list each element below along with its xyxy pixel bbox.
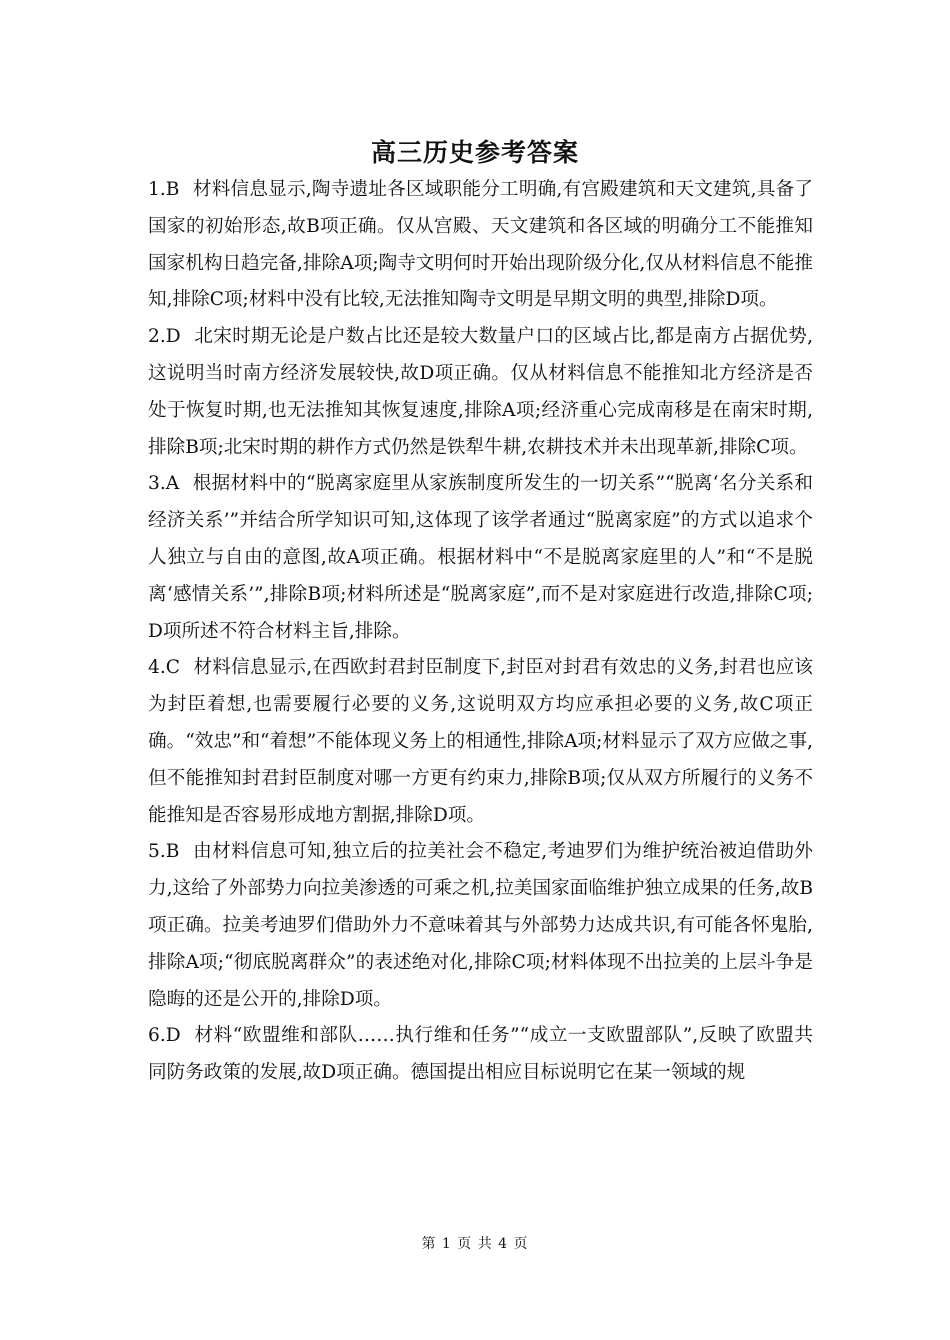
answer-item-1 — [148, 172, 813, 319]
answer-number: 1.B — [148, 179, 180, 200]
answer-text: 材料信息显示,在西欧封君封臣制度下,封臣对封君有效忠的义务,封君也应该为封臣着想,也需要履行必要的义务,这说明双方均应承担必要的义务,故C项正确。“效忠”和“着想”不能体现义务上的相通性,排除A项;材料显示了双方应做之事,但不能推知封君封臣制度对哪一方更有约束力,排除B项;仅从双方所履行的义务不能推知是否容易形成地方割据,排除D项。 — [148, 657, 813, 826]
answer-text: 材料“欧盟维和部队……执行维和任务”“成立一支欧盟部队”,反映了欧盟共同防务政策的发展,故D项正确。德国提出相应目标说明它在某一领域的规 — [148, 1025, 813, 1084]
answer-list — [148, 172, 813, 1092]
answer-number: 3.A — [148, 473, 180, 495]
answer-number: 5.B — [148, 841, 180, 863]
answer-item-2 — [148, 319, 813, 466]
page-footer: 第 1 页 共 4 页 — [421, 1236, 529, 1252]
answer-item-6 — [148, 1018, 813, 1092]
answer-text: 材料信息显示,陶寺遗址各区域职能分工明确,有宫殿建筑和天文建筑,具备了国家的初始形态,故B项正确。仅从宫殿、天文建筑和各区域的明确分工不能推知国家机构日趋完备,排除A项;陶寺文明何时开始出现阶级分化,仅从材料信息不能推知,排除C项;材料中没有比较,无法推知陶寺文明是早期文明的典型,排除D项。 — [148, 179, 813, 311]
page-title: 高三历史参考答案 — [370, 138, 579, 167]
answer-number: 6.D — [148, 1025, 181, 1047]
answer-text: 根据材料中的“脱离家庭里从家族制度所发生的一切关系”“脱离‘名分关系和经济关系’”并结合所学知识可知,这体现了该学者通过“脱离家庭”的方式以追求个人独立与自由的意图,故A项正确。根据材料中“不是脱离家庭里的人”和“不是脱离‘感情关系’”,排除B项;材料所述是“脱离家庭”,而不是对家庭进行改造,排除C项;D项所述不符合材料主旨,排除。 — [148, 473, 813, 642]
answer-text: 北宋时期无论是户数占比还是较大数量户口的区域占比,都是南方占据优势,这说明当时南方经济发展较快,故D项正确。仅从材料信息不能推知北方经济是否处于恢复时期,也无法推知其恢复速度,排除A项;经济重心完成南移是在南宋时期,排除B项;北宋时期的耕作方式仍然是铁犁牛耕,农耕技术并未出现革新,排除C项。 — [148, 326, 813, 458]
answer-number: 4.C — [148, 657, 180, 679]
answer-text: 由材料信息可知,独立后的拉美社会不稳定,考迪罗们为维护统治被迫借助外力,这给了外部势力向拉美渗透的可乘之机,拉美国家面临维护独立成果的任务,故B项正确。拉美考迪罗们借助外力不意味着其与外部势力达成共识,有可能各怀鬼胎,排除A项;“彻底脱离群众”的表述绝对化,排除C项;材料体现不出拉美的上层斗争是隐晦的还是公开的,排除D项。 — [148, 841, 813, 1010]
answer-item-4 — [148, 650, 813, 834]
answer-item-3 — [148, 466, 813, 650]
answer-item-5 — [148, 834, 813, 1018]
answer-number: 2.D — [148, 326, 181, 348]
